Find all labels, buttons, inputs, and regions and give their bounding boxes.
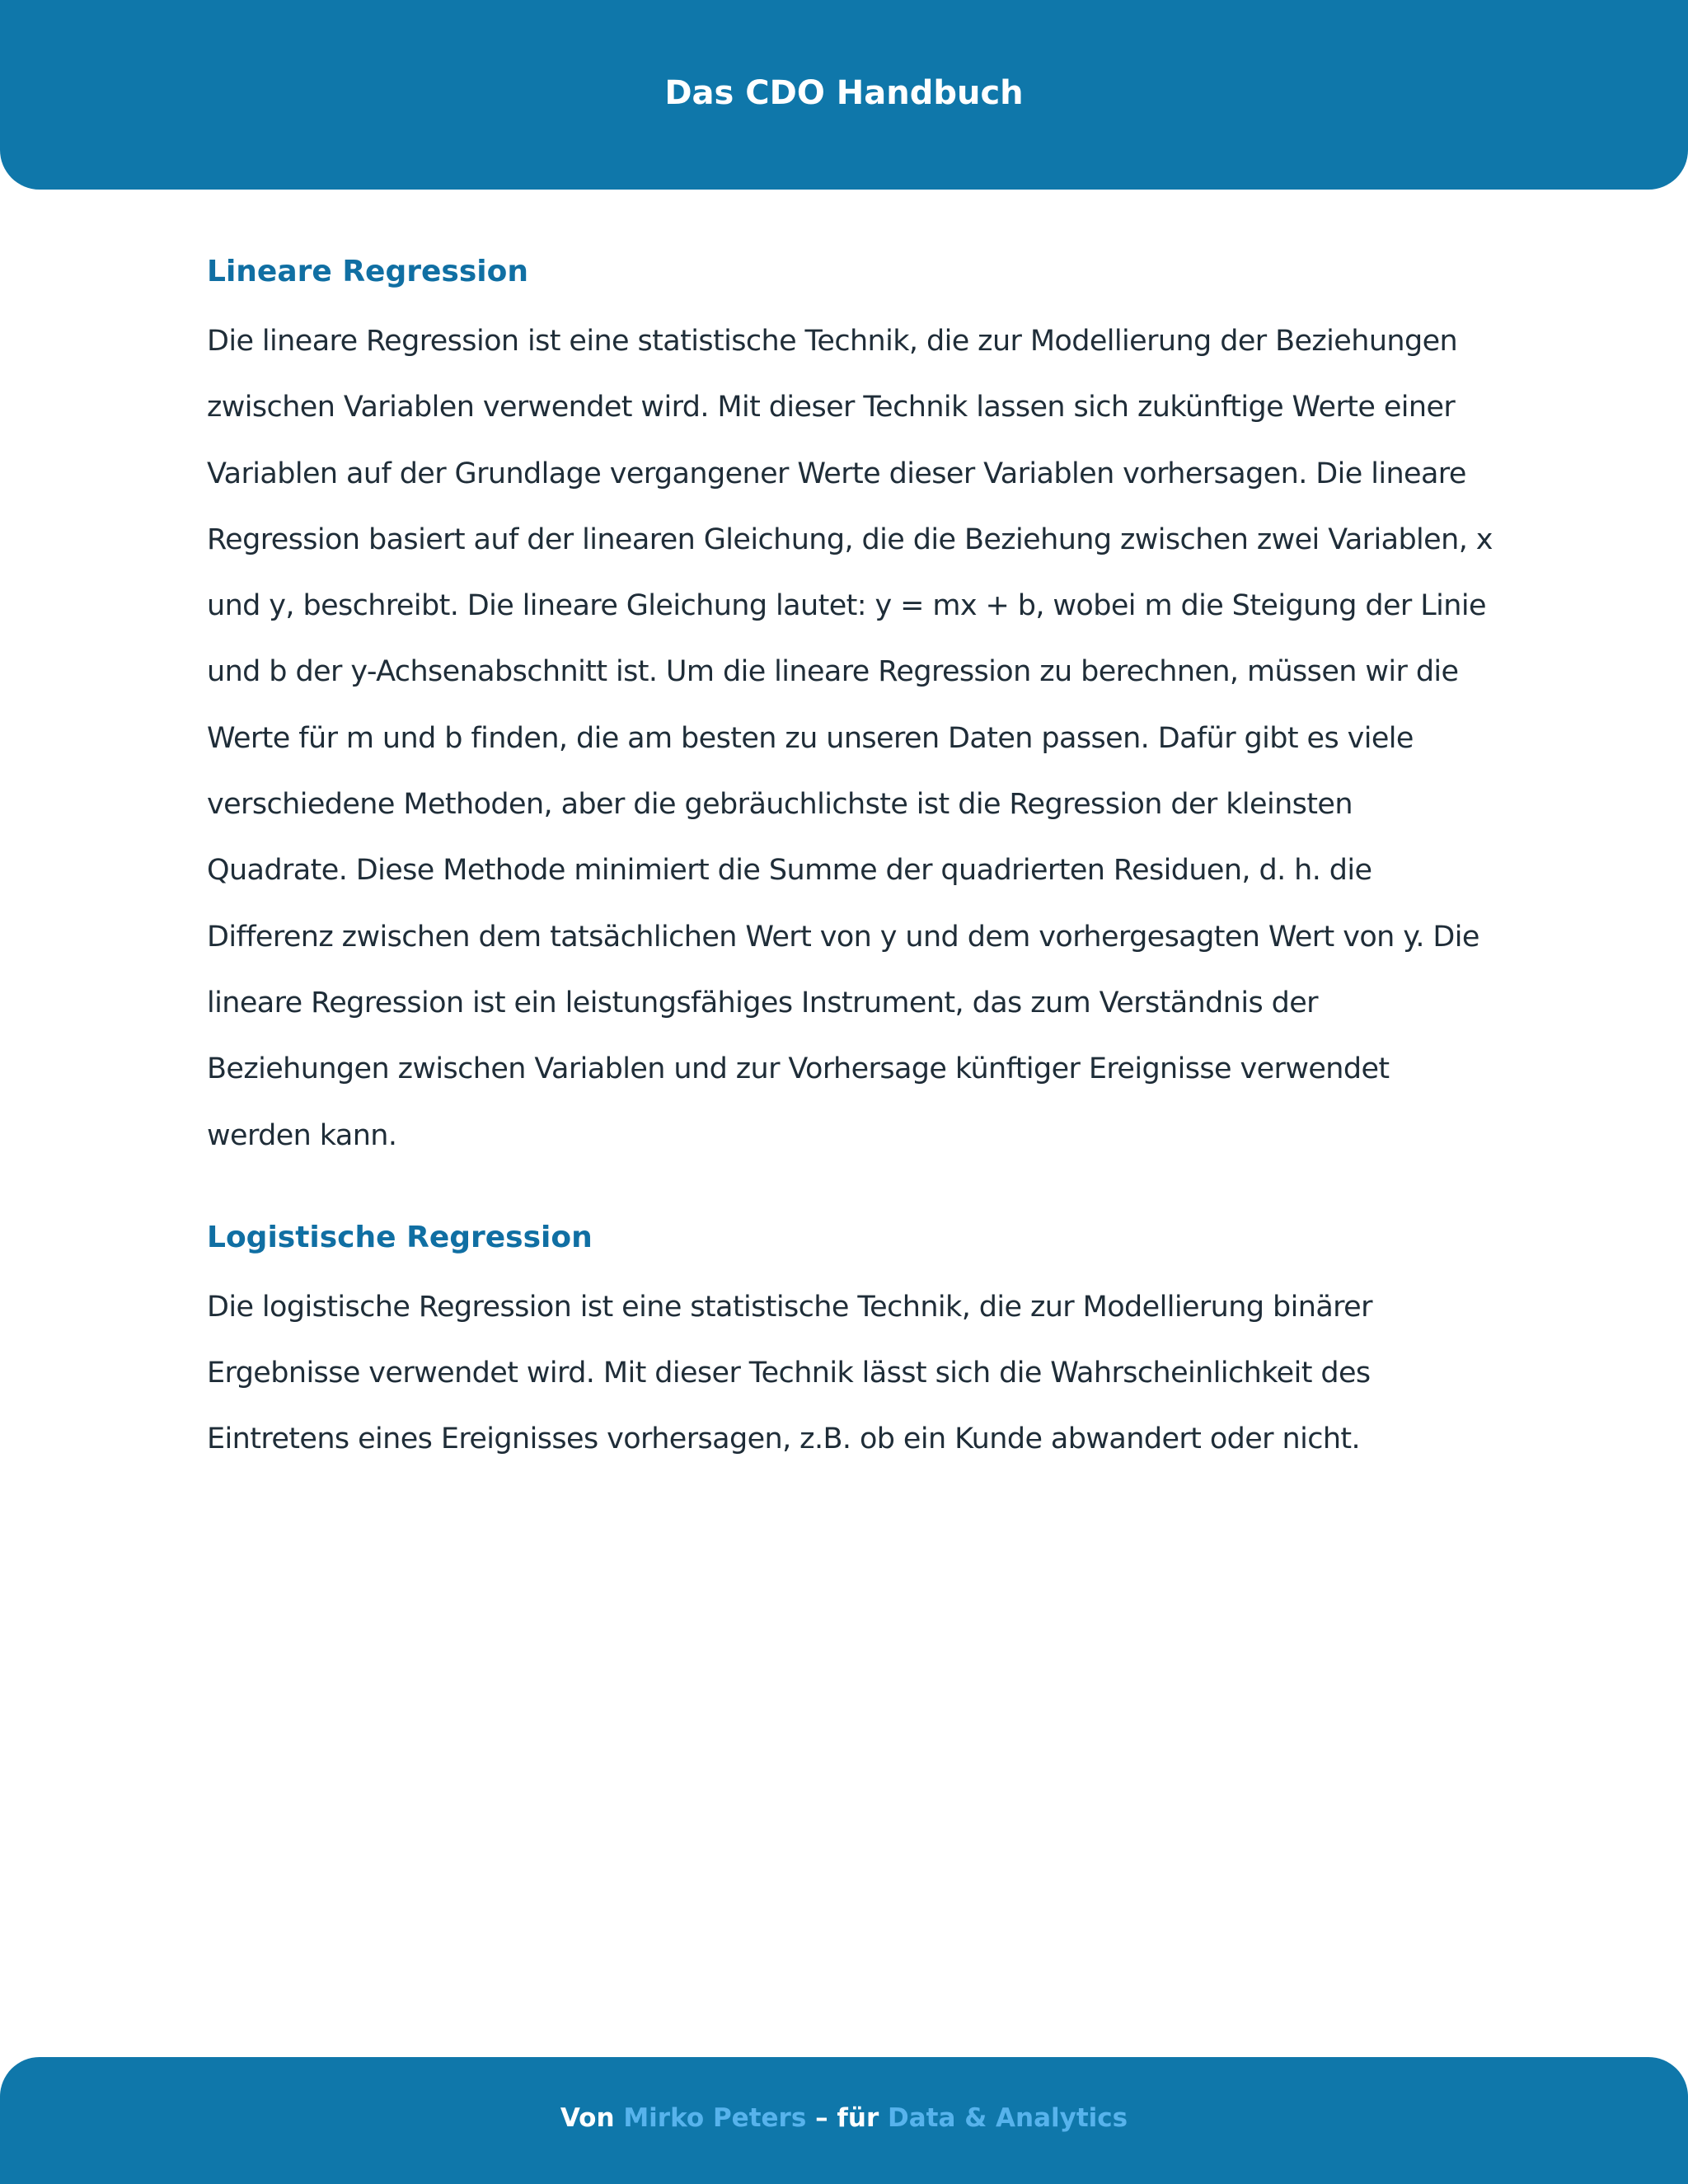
section-logistic-regression	[207, 1213, 1493, 1473]
section-heading-logistic-regression: Logistische Regression	[207, 1220, 593, 1254]
section-linear-regression	[207, 247, 1493, 1169]
footer-author: Mirko Peters	[623, 2103, 807, 2133]
section-body-linear-regression: Die lineare Regression ist eine statistische Technik, die zur Modellierung der Beziehungen zwischen Variablen verwendet wird. Mit dieser Technik lassen sich zukünftige Werte einer Variablen auf der Grundlage vergangener Werte dieser Variablen vorhersagen. Die lineare Regression basiert auf der linearen Gleichung, die die Beziehung zwischen zwei Variablen, x und y, beschreibt. Die lineare Gleichung lautet: y = mx + b, wobei m die Steigung der Linie und b der y-Achsenabschnitt ist. Um die lineare Regression zu berechnen, müssen wir die Werte für m und b finden, die am besten zu unseren Daten passen. Dafür gibt es viele verschiedene Methoden, aber die gebräuchlichste ist die Regression der kleinsten Quadrate. Diese Methode minimiert die Summe der quadrierten Residuen, d. h. die Differenz zwischen dem tatsächlichen Wert von y und dem vorhergesagten Wert von y. Die lineare Regression ist ein leistungsfähiges Instrument, das zum Verständnis der Beziehungen zwischen Variablen und zur Vorhersage künftiger Ereignisse verwendet werden kann.	[207, 325, 1493, 1152]
footer-credit	[0, 2100, 1688, 2136]
footer-topic: Data & Analytics	[888, 2103, 1128, 2133]
section-heading-linear-regression: Lineare Regression	[207, 255, 528, 288]
footer-separator: – für	[815, 2103, 879, 2133]
page-footer	[0, 2057, 1688, 2184]
document-content	[207, 247, 1493, 1473]
header-title: Das CDO Handbuch	[664, 74, 1024, 112]
page-header	[0, 0, 1688, 190]
footer-prefix: Von	[560, 2103, 615, 2133]
section-body-logistic-regression: Die logistische Regression ist eine statistische Technik, die zur Modellierung binärer Ergebnisse verwendet wird. Mit dieser Technik lässt sich die Wahrscheinlichkeit des Eintretens eines Ereignisses vorhersagen, z.B. ob ein Kunde abwandert oder nicht.	[207, 1290, 1372, 1456]
